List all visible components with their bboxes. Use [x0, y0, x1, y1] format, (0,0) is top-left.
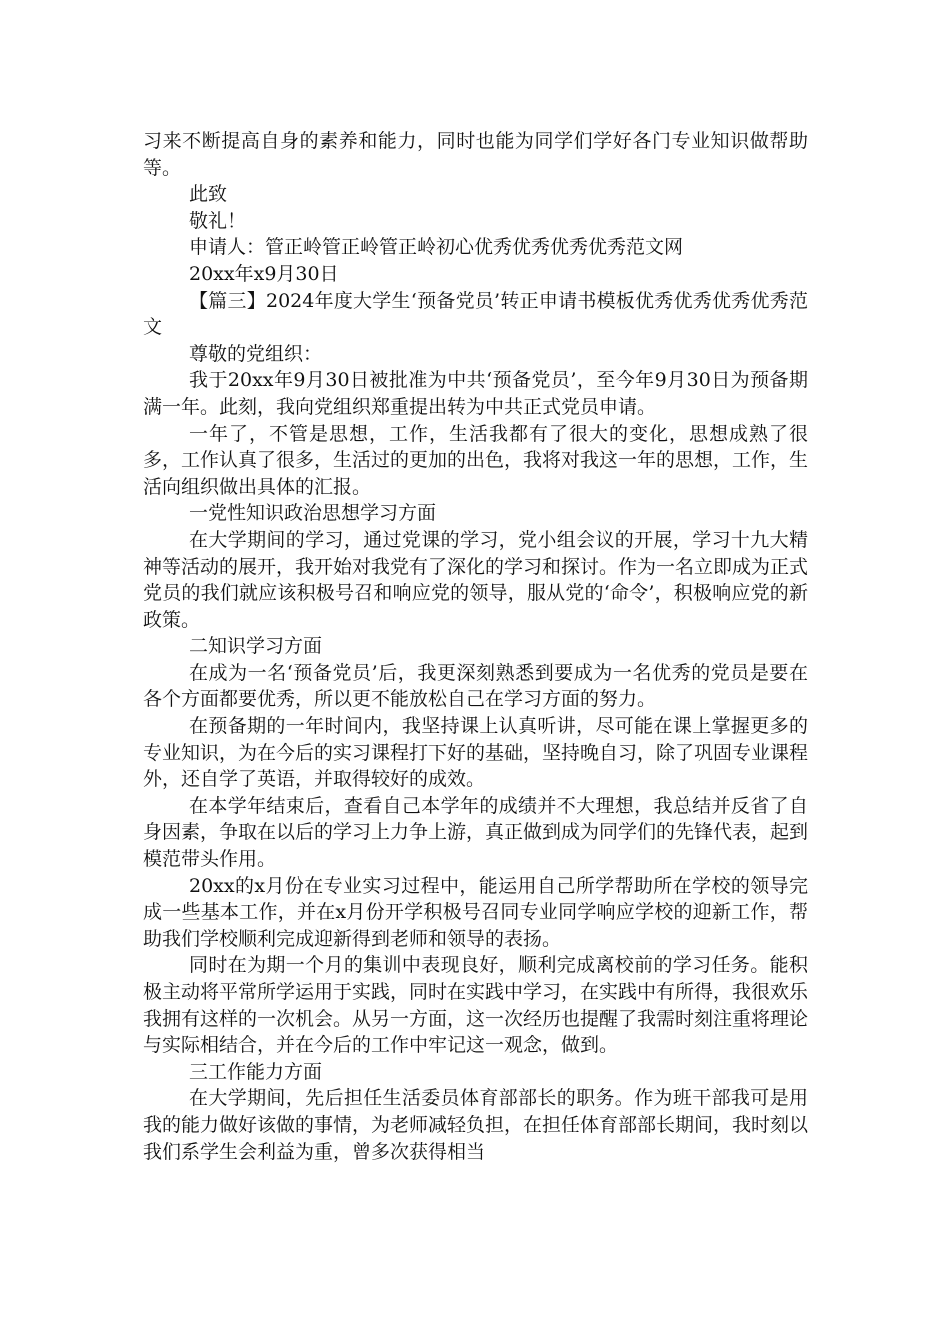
date-line: 20xx年x9月30日 — [189, 262, 339, 285]
paragraph: 一年了，不管是思想，工作，生活我都有了很大的变化，思想成熟了很多，工作认真了很多，生活过的更加的出色，我将对我这一年的思想，工作，生活向组织做出具体的汇报。 — [143, 422, 809, 498]
paragraph: 在大学期间，先后担任生活委员体育部部长的职务。作为班干部我可是用我的能力做好该做的事情，为老师减轻负担，在担任体育部部长期间，我时刻以我们系学生会利益为重，曾多次获得相当 — [143, 1087, 809, 1163]
letter-greeting: 尊敬的党组织： — [189, 342, 323, 365]
closing-salutation: 此致 — [189, 183, 228, 206]
subheading: 二知识学习方面 — [189, 635, 323, 658]
paragraph: 在本学年结束后，查看自己本学年的成绩并不大理想，我总结并反省了自身因素，争取在以后的学习上力争上游，真正做到成为同学们的先锋代表，起到模范带头作用。 — [143, 794, 809, 871]
closing-regards: 敬礼！ — [189, 209, 247, 232]
subheading: 三工作能力方面 — [189, 1060, 323, 1083]
document-body — [143, 128, 808, 1165]
applicant-line: 申请人：管正岭管正岭管正岭初心优秀优秀优秀优秀范文网 — [189, 236, 684, 259]
subheading: 一党性知识政治思想学习方面 — [189, 502, 437, 525]
paragraph: 同时在为期一个月的集训中表现良好，顺利完成离校前的学习任务。能积极主动将平常所学运用于实践，同时在实践中学习，在实践中有所得，我很欢乐我拥有这样的一次机会。从另一方面，这一次经历也提醒了我需时刻注重将理论与实际相结合，并在今后的工作中牢记这一观念，做到。 — [143, 954, 809, 1057]
paragraph: 在大学期间的学习，通过党课的学习，党小组会议的开展，学习十九大精神等活动的展开，我开始对我党有了深化的学习和探讨。作为一名立即成为正式党员的我们就应该积极号召和响应党的领导，服从党的‘命令’，积极响应党的新政策。 — [143, 528, 809, 631]
paragraph: 我于20xx年9月30日被批准为中共‘预备党员’，至今年9月30日为预备期满一年。此刻，我向党组织郑重提出转为中共正式党员申请。 — [143, 369, 808, 418]
paragraph: 在预备期的一年时间内，我坚持课上认真听讲，尽可能在课上掌握更多的专业知识，为在今后的实习课程打下好的基础，坚持晚自习，除了巩固专业课程外，还自学了英语，并取得较好的成效。 — [143, 715, 809, 791]
paragraph: 在成为一名‘预备党员’后，我更深刻熟悉到要成为一名优秀的党员是要在各个方面都要优秀，所以更不能放松自己在学习方面的努力。 — [143, 661, 808, 711]
paragraph-continuation: 习来不断提高自身的素养和能力，同时也能为同学们学好各门专业知识做帮助等。 — [143, 130, 808, 179]
paragraph: 20xx的x月份在专业实习过程中，能运用自己所学帮助所在学校的领导完成一些基本工作，并在x月份开学积极号召同专业同学响应学校的迎新工作，帮助我们学校顺利完成迎新得到老师和领导的表扬。 — [143, 874, 808, 950]
section-title: 【篇三】2024年度大学生‘预备党员’转正申请书模板优秀优秀优秀优秀范文 — [143, 289, 808, 339]
